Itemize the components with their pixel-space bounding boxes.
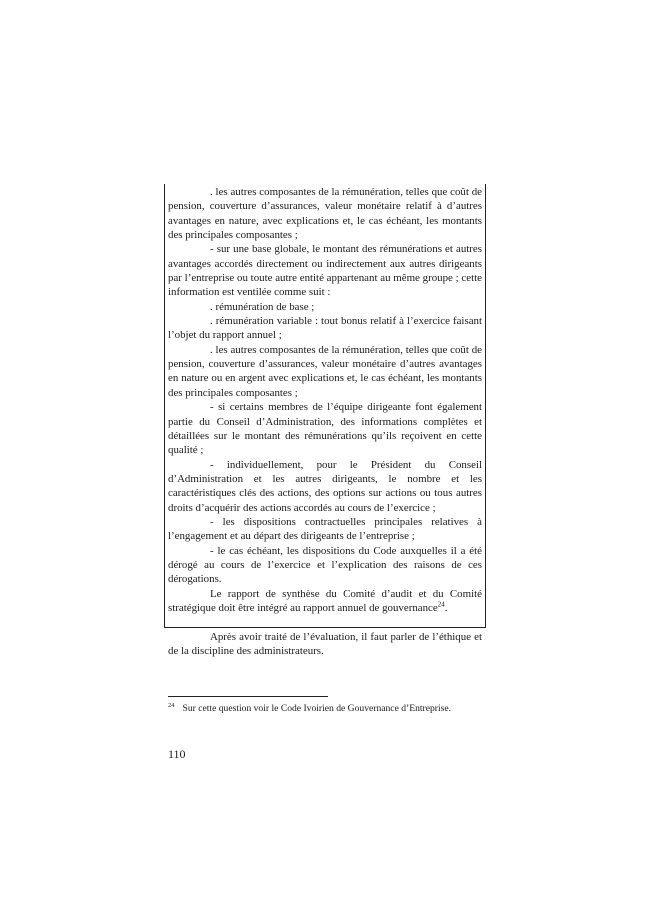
paragraph: . rémunération variable : tout bonus relatif à l’exercice faisant l’objet du rapport annuel ; xyxy=(168,315,482,342)
synthesis-text: Le rapport de synthèse du Comité d’audit et du Comité stratégique doit être intégré au rapport annuel de gouvernance xyxy=(168,587,482,614)
footnote xyxy=(168,702,482,715)
footnote-reference: 24 xyxy=(437,600,445,609)
body-text-block xyxy=(168,630,482,659)
paragraph: - sur une base globale, le montant des rémunérations et autres avantages accordés directement ou indirectement aux autres dirigeants par l’entreprise ou toute autre entité appartenant au même groupe ; cette information est ventilée comme suit : xyxy=(168,243,482,299)
synthesis-end: . xyxy=(444,601,448,614)
footnote-text: Sur cette question voir le Code Ivoirien de Gouvernance d’Entreprise. xyxy=(182,703,452,714)
paragraph: - le cas échéant, les dispositions du Code auxquelles il a été dérogé au cours de l’exercice et l’explication des raisons de ces dérogations. xyxy=(168,544,482,586)
synthesis-paragraph xyxy=(168,587,482,616)
paragraph: - individuellement, pour le Président du Conseil d’Administration et les autres dirigeants, le nombre et les caractéristiques clés des actions, des options sur actions ou tous autres droits d’acquérir des actions accordés au cours de l’exercice ; xyxy=(168,458,482,514)
paragraph: - les dispositions contractuelles principales relatives à l’engagement et au départ des dirigeants de l’entreprise ; xyxy=(168,515,482,543)
boxed-text-block xyxy=(168,185,482,615)
paragraph: - si certains membres de l’équipe dirigeante font également partie du Conseil d’Administration, des informations complètes et détaillées sur le montant des rémunérations qu’ils reçoivent en cette qualité ; xyxy=(168,401,482,457)
after-paragraph: Après avoir traité de l’évaluation, il faut parler de l’éthique et de la discipline des administrateurs. xyxy=(168,631,482,658)
paragraph: . les autres composantes de la rémunération, telles que coût de pension, couverture d’assurances, valeur monétaire relatif à d’autres avantages en nature, avec explications et, le cas échéant, les montants des principales composantes ; xyxy=(168,186,482,242)
paragraph: . rémunération de base ; xyxy=(210,300,315,313)
page-number: 110 xyxy=(168,747,186,761)
footnote-separator xyxy=(168,696,328,697)
paragraph: . les autres composantes de la rémunération, telles que coût de pension, couverture d’assurances, valeur monétaire d’autres avantages en nature ou en argent avec explications et, le cas échéant, les montants des principales composantes ; xyxy=(168,343,482,399)
footnote-number: 24 xyxy=(168,701,175,709)
